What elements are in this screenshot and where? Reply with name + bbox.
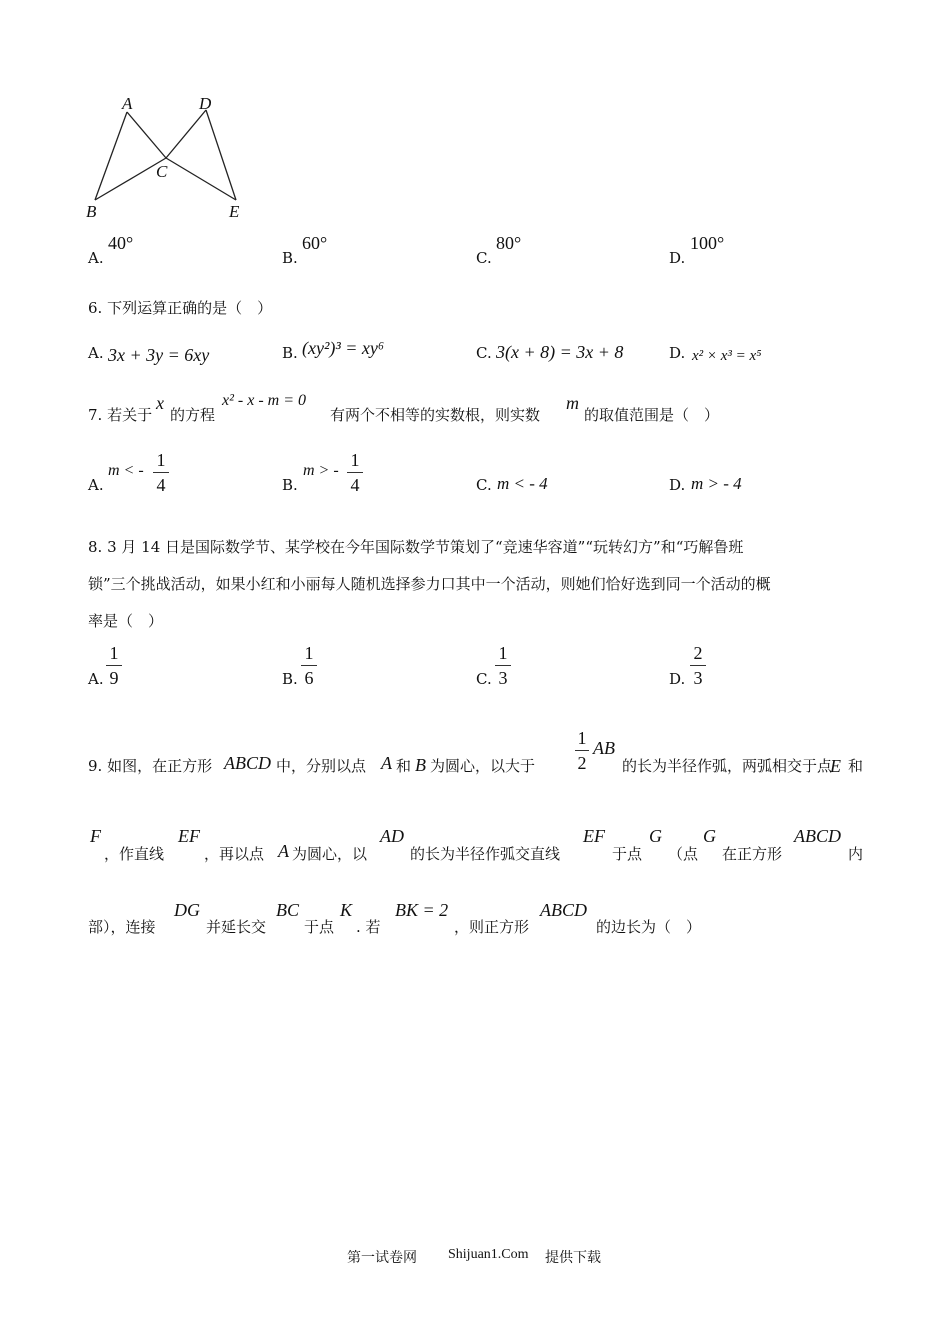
q8-line-1: 8. 3 月 14 日是国际数学节、某学校在今年国际数学节策划了“竞速华容道”“玩转幻方”和“巧解鲁班	[88, 538, 744, 556]
q6-option-a-label: A.	[88, 344, 104, 362]
q5-option-c-label: C.	[476, 249, 492, 267]
q7-option-a-numerator: 1	[156, 450, 166, 470]
q9-point-g-1: G	[649, 826, 662, 846]
q9-p7: ，作直线	[104, 845, 165, 863]
q7-var-m: m	[566, 393, 579, 413]
q9-point-k: K	[340, 900, 353, 920]
fraction-bar	[690, 665, 706, 666]
q6-option-a-value: 3x + 3y = 6xy	[108, 345, 210, 365]
q9-half-numerator: 1	[577, 728, 587, 748]
q9-point-b: B	[415, 755, 426, 775]
q9-abcd-3: ABCD	[540, 900, 587, 920]
q7-option-c-label: C.	[476, 476, 492, 494]
figure-label-b: B	[86, 202, 97, 221]
q7-option-b-label: B.	[282, 476, 298, 494]
q5-option-c-value: 80°	[496, 233, 522, 253]
q7-option-b-prefix: m > -	[303, 462, 339, 479]
q9-p13: 在正方形	[722, 845, 783, 863]
fraction-bar	[575, 750, 589, 751]
q9-half-fraction	[575, 728, 589, 773]
q7-stem-d: 的取值范围是（ ）	[584, 406, 720, 424]
q6-option-c-value: 3(x + 8) = 3x + 8	[496, 342, 624, 362]
q9-ab: AB	[593, 738, 615, 758]
q8-option-b-numerator: 1	[304, 643, 314, 663]
q7-var-x: x	[156, 393, 164, 413]
q8-option-c-label: C.	[476, 670, 492, 688]
q7-equation: x² - x - m = 0	[222, 392, 307, 409]
q7-option-a-fraction	[153, 450, 169, 495]
q8-option-b-denominator: 6	[304, 668, 314, 688]
q5-option-a-value: 40°	[108, 233, 134, 253]
q8-option-b-fraction	[301, 643, 317, 688]
q9-p3: 和	[396, 757, 412, 775]
q7-option-a-label: A.	[88, 476, 104, 494]
q8-option-d-numerator: 2	[693, 643, 703, 663]
footer-site-url: Shijuan1.Com	[448, 1247, 529, 1262]
q9-point-e: E	[830, 756, 841, 776]
q9-ad: AD	[380, 826, 404, 846]
q7-option-b-denominator: 4	[350, 475, 360, 495]
q9-p10: 的长为半径作弧交直线	[410, 845, 561, 863]
figure-label-c: C	[156, 162, 168, 181]
q7-option-b-fraction	[347, 450, 363, 495]
q8-option-d-fraction	[690, 643, 706, 688]
q9-p18: . 若	[356, 918, 381, 936]
q5-option-d-value: 100°	[690, 233, 725, 253]
q6-stem: 6. 下列运算正确的是（ ）	[88, 299, 273, 317]
q9-p20: 的边长为（ ）	[596, 918, 702, 936]
q9-p15: 部），连接	[88, 918, 156, 936]
q9-dg: DG	[174, 900, 200, 920]
q8-option-b-label: B.	[282, 670, 298, 688]
q9-p12: （点	[668, 845, 699, 863]
q9-bk: BK = 2	[395, 900, 449, 920]
q7-option-d-value: m > - 4	[691, 474, 742, 493]
q8-option-d-label: D.	[669, 670, 686, 688]
q9-p4: 为圆心，以大于	[430, 757, 536, 775]
q9-p19: ，则正方形	[454, 918, 530, 936]
q8-option-c-numerator: 1	[498, 643, 508, 663]
q9-p1: 9. 如图，在正方形	[88, 757, 213, 775]
footer-site-name: 第一试卷网	[347, 1250, 417, 1266]
fraction-bar	[347, 472, 363, 473]
q9-p14: 内	[848, 845, 864, 863]
q5-option-a-label: A.	[88, 249, 104, 267]
q9-point-g-2: G	[703, 826, 716, 846]
q9-point-a-2: A	[278, 841, 289, 861]
q6-option-b-label: B.	[282, 344, 298, 362]
q9-p9: 为圆心，以	[292, 845, 368, 863]
q8-option-a-numerator: 1	[109, 643, 119, 663]
q9-p6: 和	[848, 757, 864, 775]
q7-stem-b: 的方程	[170, 406, 216, 424]
fraction-bar	[153, 472, 169, 473]
figure-label-e: E	[229, 202, 240, 221]
figure-label-a: A	[122, 94, 133, 113]
q6-option-d-value: x² × x³ = x⁵	[692, 348, 762, 364]
figure-label-d: D	[199, 94, 212, 113]
q9-p8: ，再以点	[204, 845, 265, 863]
q5-option-b-label: B.	[282, 249, 298, 267]
q9-p17: 于点	[304, 918, 335, 936]
fraction-bar	[495, 665, 511, 666]
q9-point-f: F	[90, 826, 101, 846]
q8-option-a-fraction	[106, 643, 122, 688]
q7-option-a-prefix: m < -	[108, 462, 144, 479]
q6-option-b-value: (xy²)³ = xy⁶	[302, 338, 385, 358]
q6-option-d-label: D.	[669, 344, 686, 362]
q7-option-c-value: m < - 4	[497, 474, 548, 493]
q7-stem-c: 有两个不相等的实数根，则实数	[330, 406, 541, 424]
footer-download-text: 提供下载	[545, 1250, 601, 1266]
q9-p2: 中，分别以点	[276, 757, 367, 775]
fraction-bar	[106, 665, 122, 666]
q8-line-3: 率是（ ）	[88, 612, 164, 630]
q5-option-b-value: 60°	[302, 233, 328, 253]
q8-option-a-denominator: 9	[109, 668, 119, 688]
q9-abcd-1: ABCD	[224, 753, 271, 773]
q9-p5: 的长为半径作弧，两弧相交于点	[622, 757, 833, 775]
q9-p11: 于点	[612, 845, 643, 863]
q9-point-a-1: A	[381, 753, 392, 773]
q9-ef-2: EF	[583, 826, 605, 846]
q5-option-d-label: D.	[669, 249, 686, 267]
q8-option-c-denominator: 3	[498, 668, 508, 688]
q7-stem-a: 7. 若关于	[88, 406, 153, 424]
q9-half-denominator: 2	[577, 753, 587, 773]
q9-bc: BC	[276, 900, 300, 920]
q7-option-b-numerator: 1	[350, 450, 360, 470]
q8-option-a-label: A.	[88, 670, 104, 688]
q7-option-d-label: D.	[669, 476, 686, 494]
q7-option-a-denominator: 4	[156, 475, 166, 495]
q8-option-d-denominator: 3	[693, 668, 703, 688]
q6-option-c-label: C.	[476, 344, 492, 362]
q8-option-c-fraction	[495, 643, 511, 688]
q8-line-2: 锁”三个挑战活动，如果小红和小丽每人随机选择参力口其中一个活动，则她们恰好选到同一个活动的概	[88, 575, 771, 593]
q9-p16: 并延长交	[206, 918, 267, 936]
q9-ef-1: EF	[178, 826, 200, 846]
fraction-bar	[301, 665, 317, 666]
q9-abcd-2: ABCD	[794, 826, 841, 846]
